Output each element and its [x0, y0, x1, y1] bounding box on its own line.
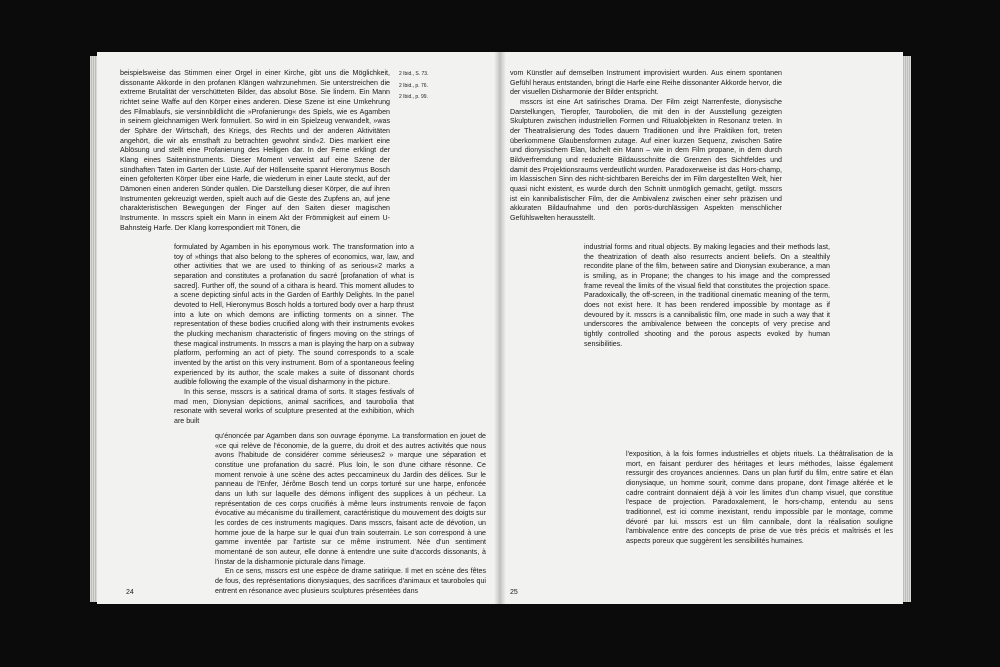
footnotes: [399, 69, 439, 104]
english-text-block: [584, 243, 830, 349]
paragraph: msscrs ist eine Art satirisches Drama. Der Film zeigt Narrenfeste, dionysische Darstellungen, Tieropfer, Taurobolien, die mit den in der Ausstellung gezeigten Skulpturen zwischen industriellen Formen und Ritualobjekten in Resonanz treten. In der Theatralisierung des Todes dauern Traditionen und ihre Praktiken fort, treten überkommene Glaubensformen zutage. Auf einer kurzen Sequenz, zwischen Satire und dionysischem Elan, lächelt ein Mann – wie in dem Film propane, in dem durch Bildverfremdung und reduzierte Bildausschnitte die Grenzen des Sichtfeldes und damit des Projektionsraums verdeutlicht wurden. Paradoxerweise ist das Hors-champ, im klassischen Sinn des nicht-sichtbaren Bereichs der im Film dargestellten Welt, hier quasi nicht existent, es wurde durch den Schnitt unmöglich gemacht, getilgt. msscrs ist ein kannibalistischer Film, der die Ambivalenz zwischen einer sehr präzisen und akkuraten Bildaufnahme und den porös-durchlässigen Aspekten menschlicher Gefühlswelten herausstellt.: [510, 97, 782, 222]
paragraph: l'exposition, à la fois formes industrielles et objets rituels. La théâtralisation de la mort, en faisant perdurer des héritages et leurs méthodes, laisse également ressurgir des croyances anciennes. Dans un plan furtif du film, entre satire et élan dionysiaque, un homme sourit, comme dans propane, dont l'image altérée et le cadre contraint donnaient déjà à voir les limites d'un champ visuel, que constitue l'espace de projection. Paradoxalement, le hors-champ, entendu au sens traditionnel, est ici comme inexistant, rendu impossible par le montage, comme dévoré par lui. msscrs est un film cannibale, dont la réalisation souligne l'ambivalence entre des concepts de prise de vue très précis et maîtrisés et les aspects poreux que suggèrent les sensibilités humaines.: [626, 450, 893, 545]
paragraph: beispielsweise das Stimmen einer Orgel in einer Kirche, gibt uns die Möglichkeit, dissonante Akkorde in den profanen Klängen wahrzunehmen. Sie unterstreichen die extreme Brutalität der verschütteten Bilder, das absolut Böse. Sie lindern. Ein Mann richtet seine Waffe auf den Körper eines anderen. Diese Szene ist eine Umkehrung des Filmablaufs, sie versinnbildlicht die »Profanierung« des Spiels, wie es Agamben in seinem gleichnamigen Werk formuliert. So wird in ein Spielzeug verwandelt, »was der Sphäre der Wirtschaft, des Kriegs, des Rechts und der anderen Aktivitäten angehört, die wir als ernsthaft zu betrachten gewohnt sind«2. Dies markiert eine Ablösung und stellt eine Profanierung des Heiligen dar. In der Ferne erklingt der Klang eines Saiteninstruments. Dieser Moment verweist auf eine Szene der sündhaften Taten im Garten der Lüste. Auf der Höllenseite spannt Hieronymus Bosch einen gefolterten Körper über eine Harfe, die wiederum in einer Laute steckt, auf der Dämonen einen anderen Sünder quälen. Die Darstellung dieser Körper, die auf ihren Instrumenten gekreuzigt werden, spielt auch auf die Geste des Zupfens an, auf jene charakteristischen Bewegungen der Finger auf den Saiten dieser magischen Instrumente. In msscrs spielt ein Mann in einem Akt der Frömmigkeit auf einem U-Bahnsteig Harfe. Der Klang korrespondiert mit Tönen, die: [120, 69, 390, 232]
page-number: 25: [510, 589, 518, 596]
footnote: 2 Ibid., p. 76.: [399, 82, 428, 89]
paragraph: qu'énoncée par Agamben dans son ouvrage éponyme. La transformation en jouet de «ce qui relève de l'économie, de la guerre, du droit et des autres activités que nous avons l'habitude de considérer comme sérieuses2 » marque une séparation et constitue une profanation du sacré. Plus loin, le son d'une cithare résonne. Ce moment renvoie à une scène des actes peccamineux du Jardin des délices. Sur le panneau de l'Enfer, Jérôme Bosch tend un corps torturé sur une harpe, enfoncée dans un luth sur laquelle des démons infligent des supplices à un pécheur. La représentation de ces corps crucifiés à même leurs instruments renvoie de façon évocative au mécanisme du tiraillement, caractéristique du mouvement des doigts sur les cordes de ces instruments magiques. Dans msscrs, faisant acte de dévotion, un homme joue de la harpe sur le quai d'un train souterrain. Le son correspond à une gamme inventée par l'artiste sur ce même instrument. Née d'un sentiment momentané de son auteur, elle donne à entendre une suite d'accords dissonants, à l'instar de la disharmonie picturale dans l'image.: [215, 432, 486, 566]
paragraph: In this sense, msscrs is a satirical drama of sorts. It stages festivals of mad men, Dionysian depictions, animal sacrifices, and taurobolia that resonate with several works of sculpture presented at the exhibition, which are built: [174, 387, 414, 425]
paragraph: formulated by Agamben in his eponymous work. The transformation into a toy of »things that also belong to the spheres of economics, war, law, and other activities that we are used to thinking of as serious«2 marks a separation and constitutes a profanation du sacré [profanation of what is sacred]. Further off, the sound of a cithara is heard. This moment alludes to a scene depicting sinful acts in the Garden of Earthly Delights. In the panel devoted to Hell, Hieronymus Bosch holds a tortured body over a harp thrust into a lute on which demons are inflicting torments on a sinner. The representation of these bodies crucified along with their instruments evokes the plucking mechanism characteristic of fingers moving on the strings of these magical instruments. In msscrs a man is playing the harp on a subway platform, performing an act of piety. The sound corresponds to a scale invented by the artist on this very instrument. Born of a spontaneous feeling experienced by its author, the scale makes a suite of dissonant chords audible following the example of the visual disharmony in the picture.: [174, 243, 414, 387]
page-edges-right: [903, 56, 911, 602]
book-gutter: [494, 52, 506, 604]
french-text-block: [215, 432, 486, 596]
german-text-block: [510, 69, 782, 224]
left-page: [97, 52, 501, 604]
page-number: 24: [126, 589, 134, 596]
french-text-block: [626, 450, 893, 547]
footnote: 2 Ibid., p. 99.: [399, 94, 428, 100]
paragraph: industrial forms and ritual objects. By making legacies and their methods last, the theatrization of death also resurrects ancient beliefs. On a stealthily recondite plane of the film, between satire and Dionysian exuberance, a man is smiling, as in Propane; the changes to his image and the compressed frame reveal the limits of the visual field that constitutes the projection space. Paradoxically, the off-screen, in the traditional cinematic meaning of the term, does not exist here. It has been rendered impossible by montage as if devoured by it. msscrs is a cannibalistic film, one made in such a way that it underscores the ambivalence between the concepts of very precise and tightly controlled shooting and the porous aspects evoked by human sensibilities.: [584, 243, 830, 348]
paragraph: En ce sens, msscrs est une espèce de drame satirique. Il met en scène des fêtes de fous, des représentations dionysiaques, des sacrifices d'animaux et tauroboles qui entrent en résonance avec plusieurs sculptures présentées dans: [215, 567, 486, 595]
english-text-block: [174, 243, 414, 426]
right-page: [499, 52, 903, 604]
german-text-block: [120, 69, 390, 233]
paragraph: vom Künstler auf demselben Instrument improvisiert wurden. Aus einem spontanen Gefühl heraus entstanden, bringt die Harfe eine Reihe dissonanter Akkorde hervor, die der visuellen Disharmonie der Bilder entspricht.: [510, 69, 782, 97]
footnote: 2 Ibid., S. 73.: [399, 71, 429, 77]
